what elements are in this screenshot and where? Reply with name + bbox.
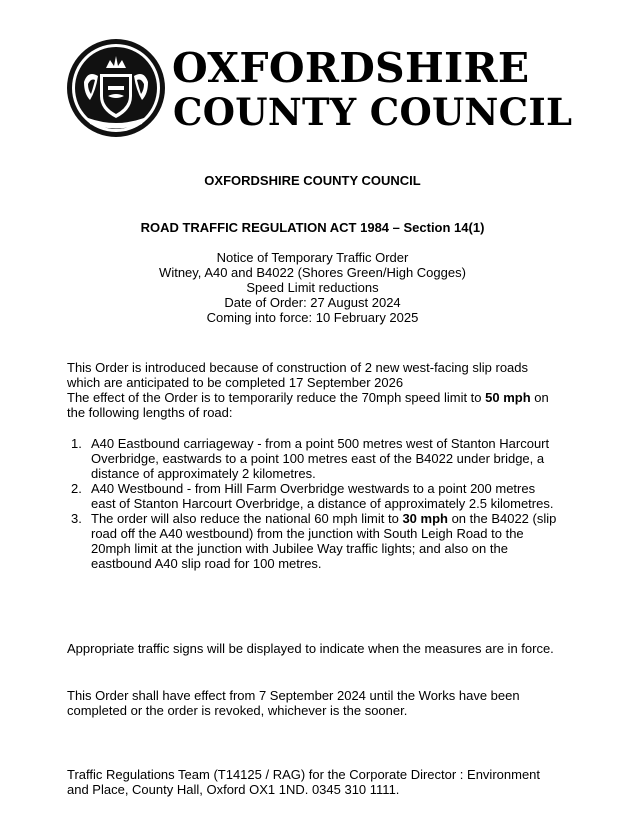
intro-line-2 — [67, 390, 557, 420]
list-text: A40 Eastbound carriageway - from a point 500 metres west of Stanton Harcourt Overbridge, eastwards to a point 100 metres east of the B4022 under bridge, a distance of approximately 2 kilometres. — [91, 436, 550, 481]
intro-paragraph — [67, 360, 557, 420]
road-list — [67, 436, 557, 571]
commencement-date: Coming into force: 10 February 2025 — [206, 310, 419, 325]
list-text: A40 Westbound - from Hill Farm Overbridge westwards to a point 200 metres east of Stanton Harcourt Overbridge, a distance of approximately 2.5 kilometres. — [91, 481, 554, 511]
order-date: Date of Order: 27 August 2024 — [224, 295, 401, 310]
notice-location: Witney, A40 and B4022 (Shores Green/High Cogges) — [159, 265, 466, 280]
intro-line-1: This Order is introduced because of construction of 2 new west-facing slip roads which are anticipated to be completed 17 September 2026 — [67, 360, 529, 390]
effect-paragraph: This Order shall have effect from 7 September 2024 until the Works have been completed or the order is revoked, whichever is the sooner. — [67, 688, 520, 718]
page-header — [66, 38, 573, 138]
reduced-limit-value: 30 mph — [402, 511, 448, 526]
wordmark-line-1: OXFORDSHIRE — [172, 44, 530, 92]
list-number: 2. — [71, 481, 82, 496]
intro-text-end: on the following lengths of road: — [67, 390, 549, 420]
list-text — [91, 511, 556, 571]
intro-text: The effect of the Order is to temporarily reduce the 70mph speed limit to — [67, 390, 486, 405]
notice-block — [0, 250, 625, 325]
list-text-end: on the B4022 (slip road off the A40 westbound) from the junction with South Leigh Road to the 20mph limit at the junction with Jubilee Way traffic lights; and also on the eastbound A40 slip road for 100 metres. — [91, 511, 557, 571]
signs-paragraph: Appropriate traffic signs will be displayed to indicate when the measures are in force. — [67, 641, 554, 656]
list-text-start: The order will also reduce the national 60 mph limit to — [91, 511, 403, 526]
act-heading: ROAD TRAFFIC REGULATION ACT 1984 – Section 14(1) — [140, 220, 485, 235]
list-item — [67, 481, 557, 511]
county-crest-icon — [66, 38, 166, 138]
notice-subject: Speed Limit reductions — [246, 280, 379, 295]
footer-contact: Traffic Regulations Team (T14125 / RAG) for the Corporate Director : Environment and Place, County Hall, Oxford OX1 1ND. 0345 310 1111. — [67, 767, 541, 797]
list-item — [67, 511, 557, 571]
council-heading: OXFORDSHIRE COUNTY COUNCIL — [204, 173, 421, 188]
list-number: 1. — [71, 436, 82, 451]
notice-title: Notice of Temporary Traffic Order — [216, 250, 409, 265]
list-number: 3. — [71, 511, 82, 526]
wordmark-line-2: COUNTY COUNCIL — [173, 90, 573, 134]
speed-limit-value: 50 mph — [485, 390, 531, 405]
list-item — [67, 436, 557, 481]
